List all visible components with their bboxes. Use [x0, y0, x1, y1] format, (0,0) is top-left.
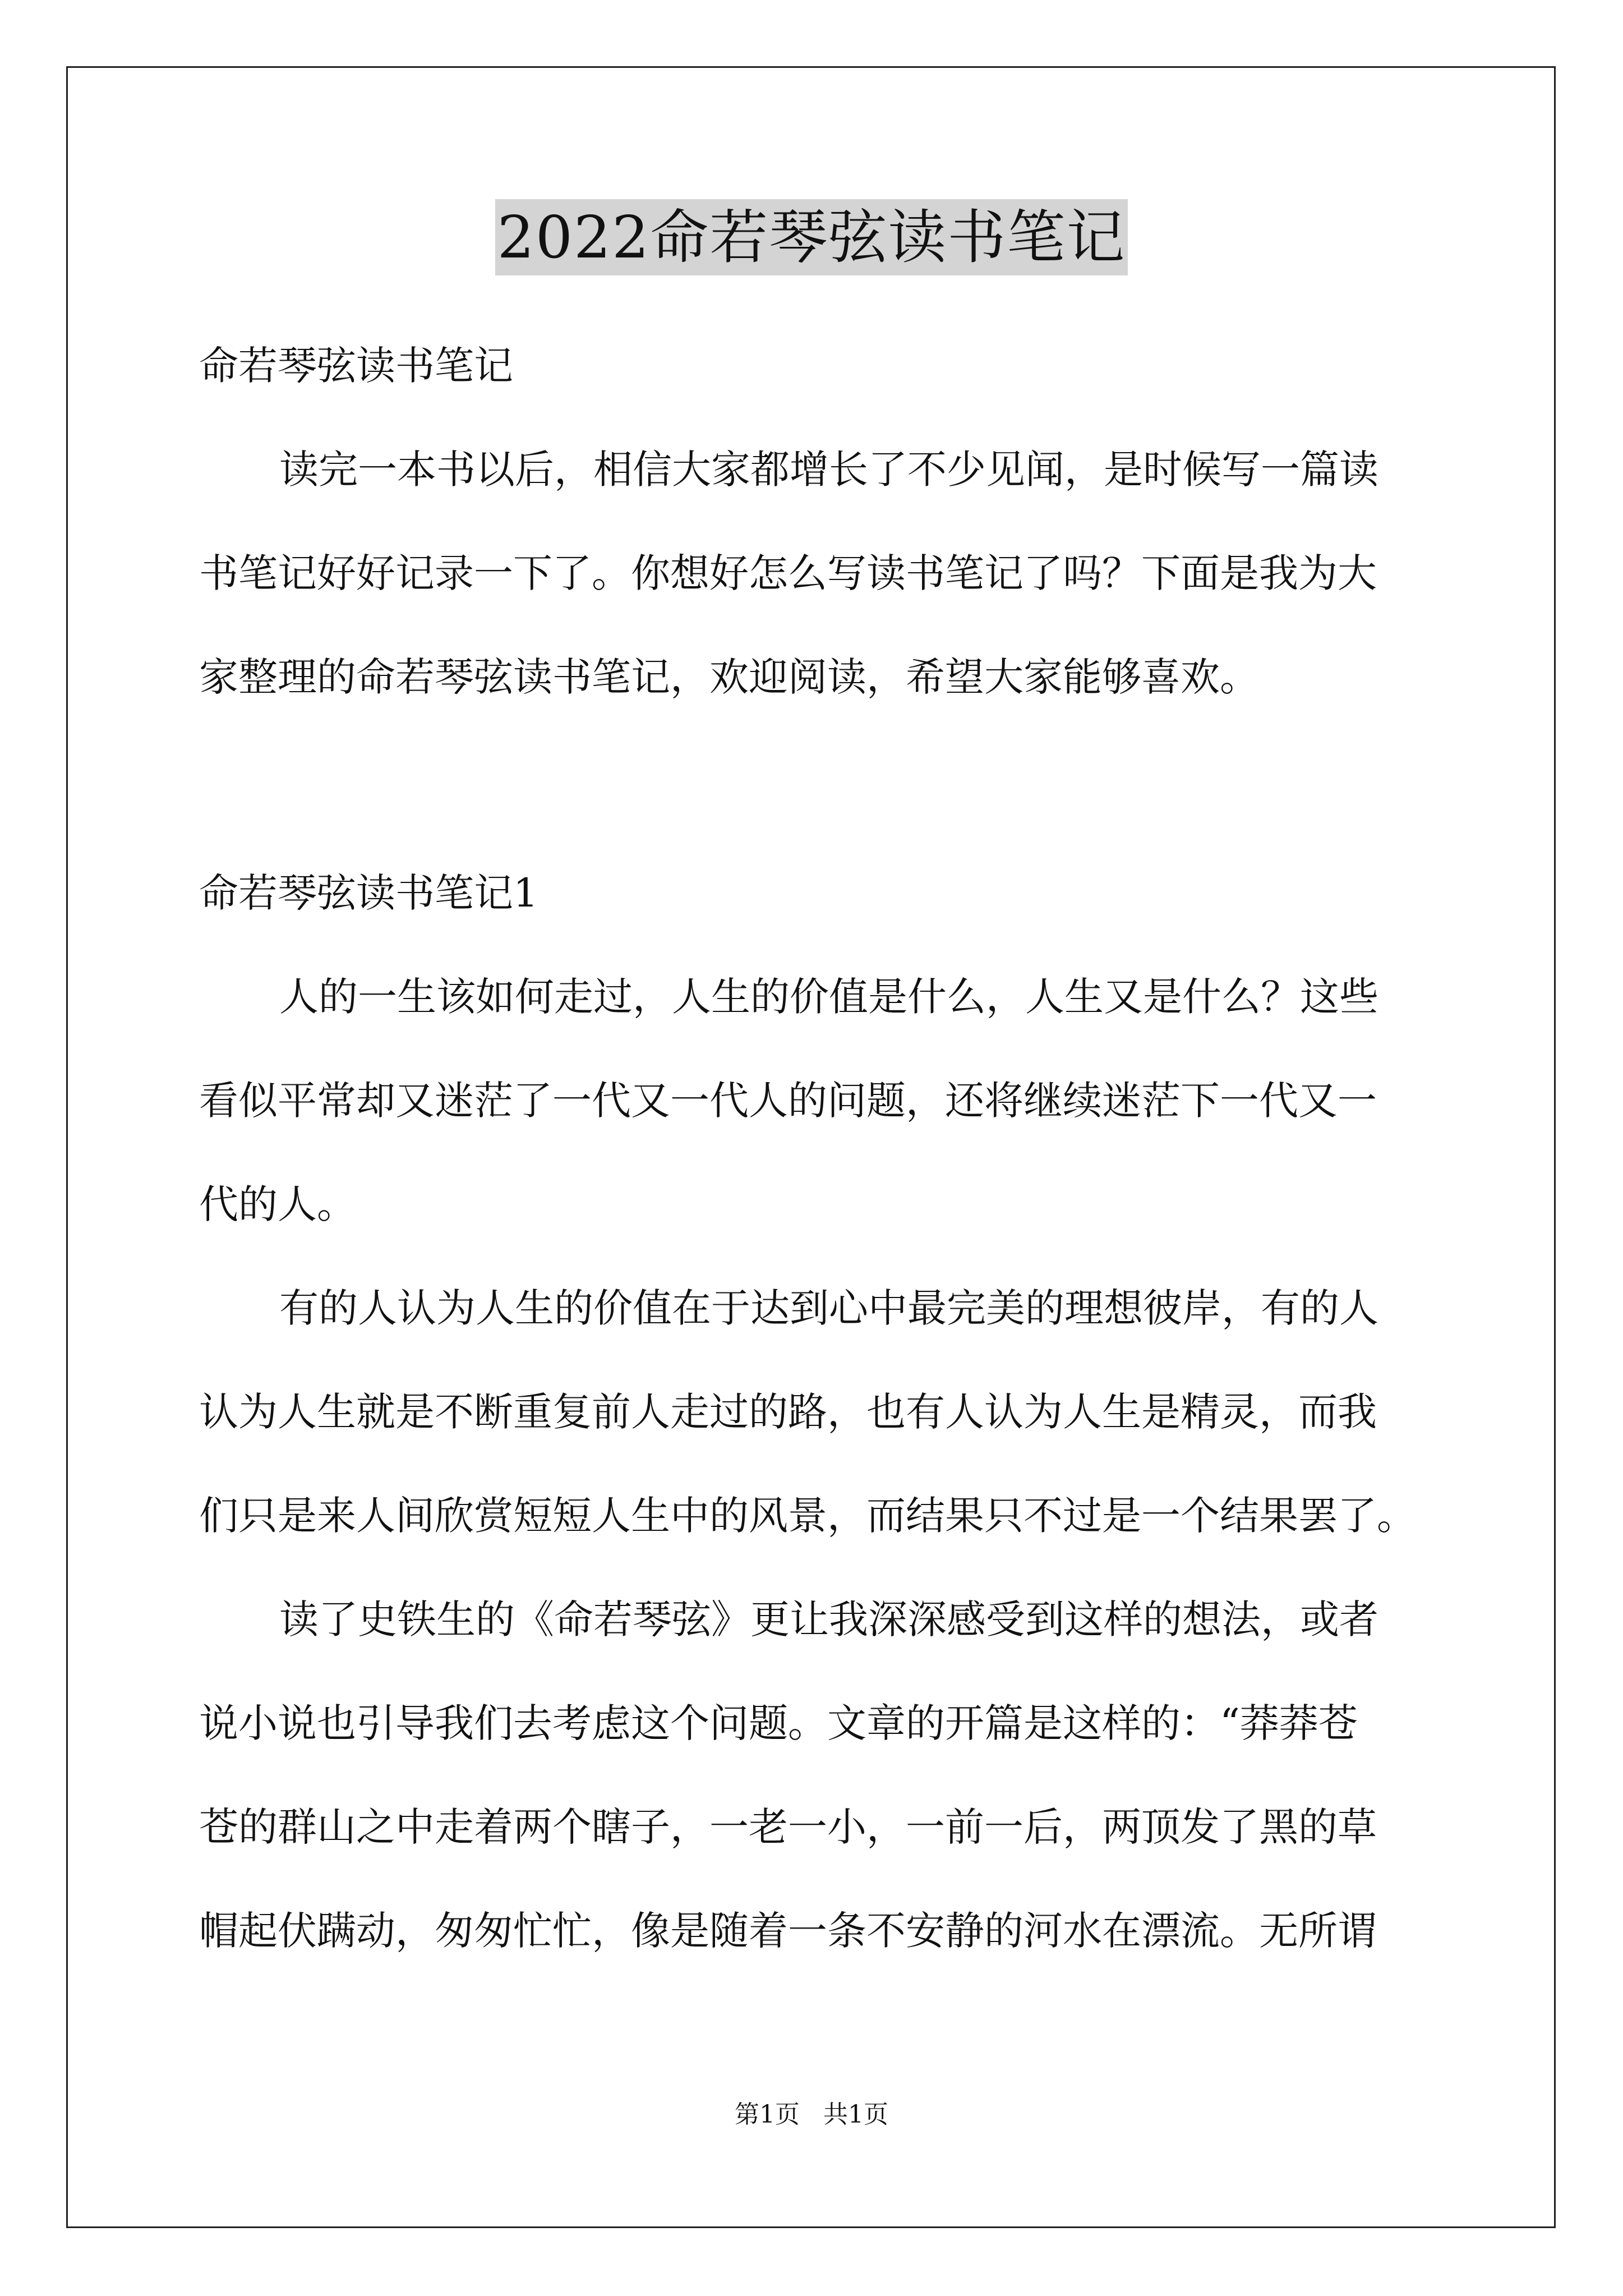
paragraph-line: 说小说也引导我们去考虑这个问题。文章的开篇是这样的：“莽莽苍 [199, 1700, 1358, 1746]
intro-line: 家整理的命若琴弦读书笔记，欢迎阅读，希望大家能够喜欢。 [199, 654, 1259, 700]
paragraph-line: 看似平常却又迷茫了一代又一代人的问题，还将继续迷茫下一代又一 [199, 1078, 1377, 1124]
subtitle: 命若琴弦读书笔记 [199, 343, 513, 389]
paragraph-line: 人的一生该如何走过，人生的价值是什么，人生又是什么？这些 [279, 974, 1378, 1020]
paragraph-line: 有的人认为人生的价值在于达到心中最完美的理想彼岸，有的人 [279, 1285, 1378, 1331]
section-heading: 命若琴弦读书笔记1 [199, 870, 538, 916]
paragraph-line: 们只是来人间欣赏短短人生中的风景，而结果只不过是一个结果罢了。 [199, 1493, 1416, 1539]
paragraph-line: 苍的群山之中走着两个瞎子，一老一小，一前一后，两顶发了黑的草 [199, 1804, 1377, 1850]
document-title: 2022命若琴弦读书笔记 [495, 199, 1128, 275]
paragraph-line: 读了史铁生的《命若琴弦》更让我深深感受到这样的想法，或者 [279, 1596, 1378, 1642]
intro-line: 书笔记好好记录一下了。你想好怎么写读书笔记了吗？下面是我为大 [199, 550, 1377, 596]
document-body [199, 314, 1461, 1983]
title-container [0, 199, 1623, 275]
page-number: 第1页 [735, 2100, 800, 2129]
paragraph-line: 代的人。 [199, 1181, 356, 1227]
paragraph-line: 认为人生就是不断重复前人走过的路，也有人认为人生是精灵，而我 [199, 1389, 1377, 1435]
intro-line: 读完一本书以后，相信大家都增长了不少见闻，是时候写一篇读 [279, 447, 1378, 493]
page-total: 共1页 [823, 2100, 888, 2129]
page-footer [0, 2098, 1623, 2132]
section-spacer [199, 729, 1461, 841]
paragraph-line: 帽起伏蹒动，匆匆忙忙，像是随着一条不安静的河水在漂流。无所谓 [199, 1908, 1377, 1954]
